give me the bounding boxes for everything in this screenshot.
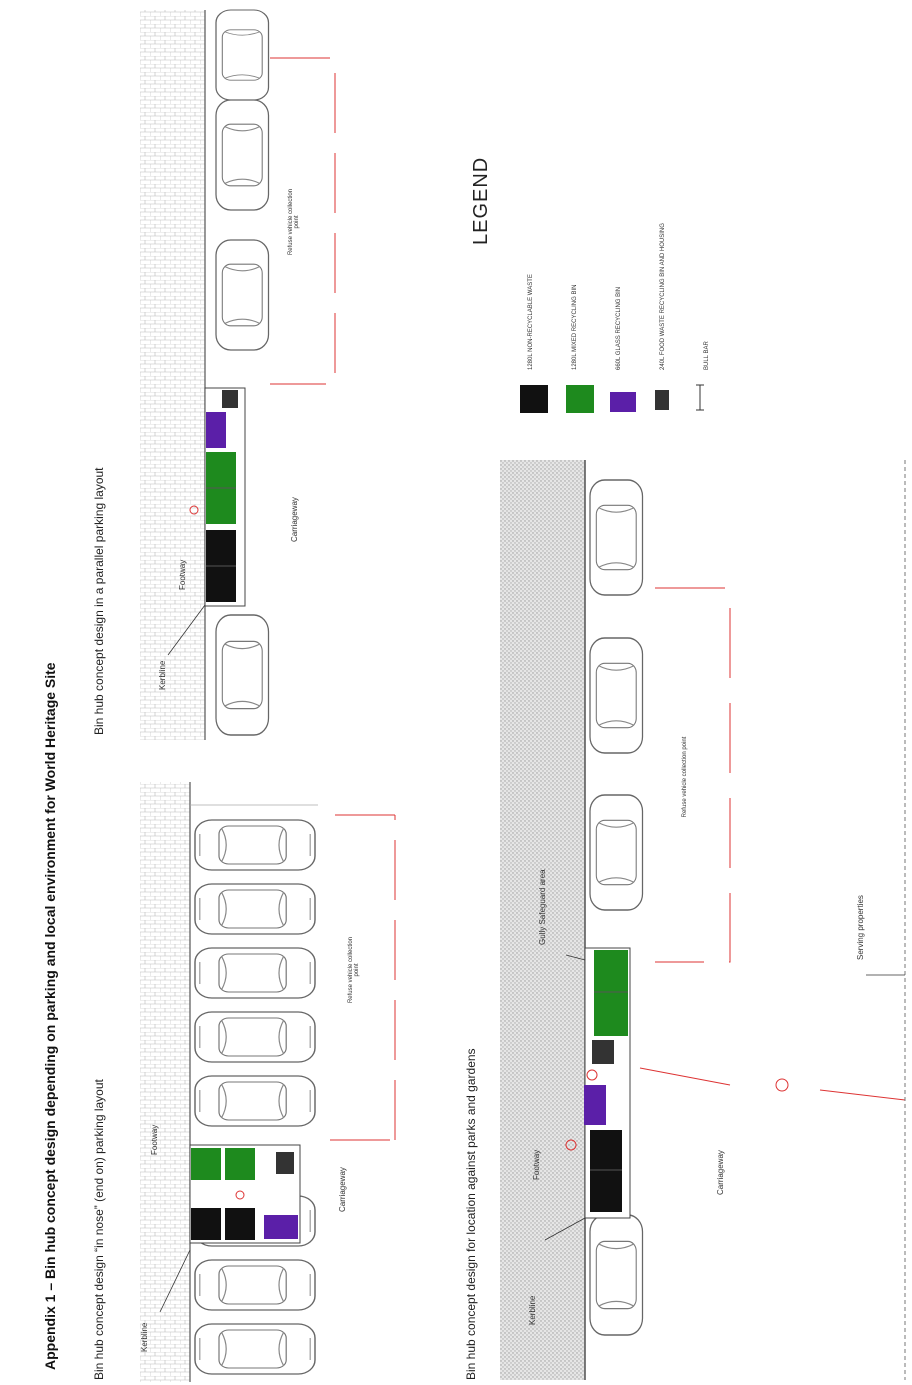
in-nose-kerbline-label: Kerbline <box>140 1322 149 1352</box>
legend-item-bull-bar: BULL BAR <box>704 341 710 370</box>
in-nose-footway-label: Footway <box>150 1124 159 1155</box>
in-nose-heading: Bin hub concept design “in nose” (end on) parking layout <box>92 1079 106 1380</box>
in-nose-refuse-label: Refuse vehicle collection point <box>348 936 360 1004</box>
parks-footway-label: Footway <box>532 1149 541 1180</box>
legend-swatch-purple <box>610 392 636 412</box>
panel-parks <box>500 460 905 1380</box>
parks-heading: Bin hub concept design for location against parks and gardens <box>464 1048 478 1380</box>
page-title: Appendix 1 – Bin hub concept design depending on parking and local environment for World Heritage Site <box>42 662 58 1370</box>
legend-swatch-food <box>655 390 669 410</box>
parks-food-bin <box>592 1040 614 1064</box>
parallel-kerbline-label: Kerbline <box>158 660 167 690</box>
in-nose-purple-bin <box>264 1215 298 1239</box>
parallel-footway-paving <box>140 10 205 740</box>
parks-serving-label: Serving properties <box>856 895 865 960</box>
in-nose-green-bin-1 <box>191 1148 221 1180</box>
legend-item-glass-recycling: 660L GLASS RECYCLING BIN <box>616 286 622 370</box>
panel-parallel <box>140 10 335 740</box>
parallel-carriageway-label: Carriageway <box>290 497 299 542</box>
parks-kerbline-label: Kerbline <box>528 1295 537 1325</box>
in-nose-food-bin <box>276 1152 294 1174</box>
in-nose-carriageway-label: Carriageway <box>338 1167 347 1212</box>
legend-swatch-black <box>520 385 548 413</box>
legend-item-food-waste: 240L FOOD WASTE RECYCLING BIN AND HOUSING <box>660 223 666 370</box>
legend-swatches <box>520 385 704 413</box>
parallel-refuse-label: Refuse vehicle collection point <box>288 188 300 256</box>
in-nose-black-bin-2 <box>225 1208 255 1240</box>
legend-swatch-green <box>566 385 594 413</box>
parallel-footway-label: Footway <box>178 559 187 590</box>
parks-black-bins <box>590 1130 622 1212</box>
parks-carriageway-label: Carriageway <box>716 1150 725 1195</box>
in-nose-green-bin-2 <box>225 1148 255 1180</box>
parks-purple-bin <box>584 1085 606 1125</box>
parallel-purple-bin <box>206 412 226 448</box>
in-nose-black-bin-1 <box>191 1208 221 1240</box>
legend-item-non-recyclable: 1280L NON-RECYCLABLE WASTE <box>528 274 534 370</box>
parks-green-bins <box>594 950 628 1036</box>
parallel-heading: Bin hub concept design in a parallel parking layout <box>92 467 106 735</box>
panel-in-nose <box>140 782 395 1382</box>
parallel-food-bin <box>222 390 238 408</box>
parks-gully-label: Gully Safeguard area <box>538 869 547 945</box>
parks-refuse-label: Refuse vehicle collection point <box>682 736 688 818</box>
legend-item-mixed-recycling: 1280L MIXED RECYCLING BIN <box>572 284 578 370</box>
in-nose-footway-paving <box>140 782 190 1382</box>
legend-title: LEGEND <box>470 156 492 245</box>
